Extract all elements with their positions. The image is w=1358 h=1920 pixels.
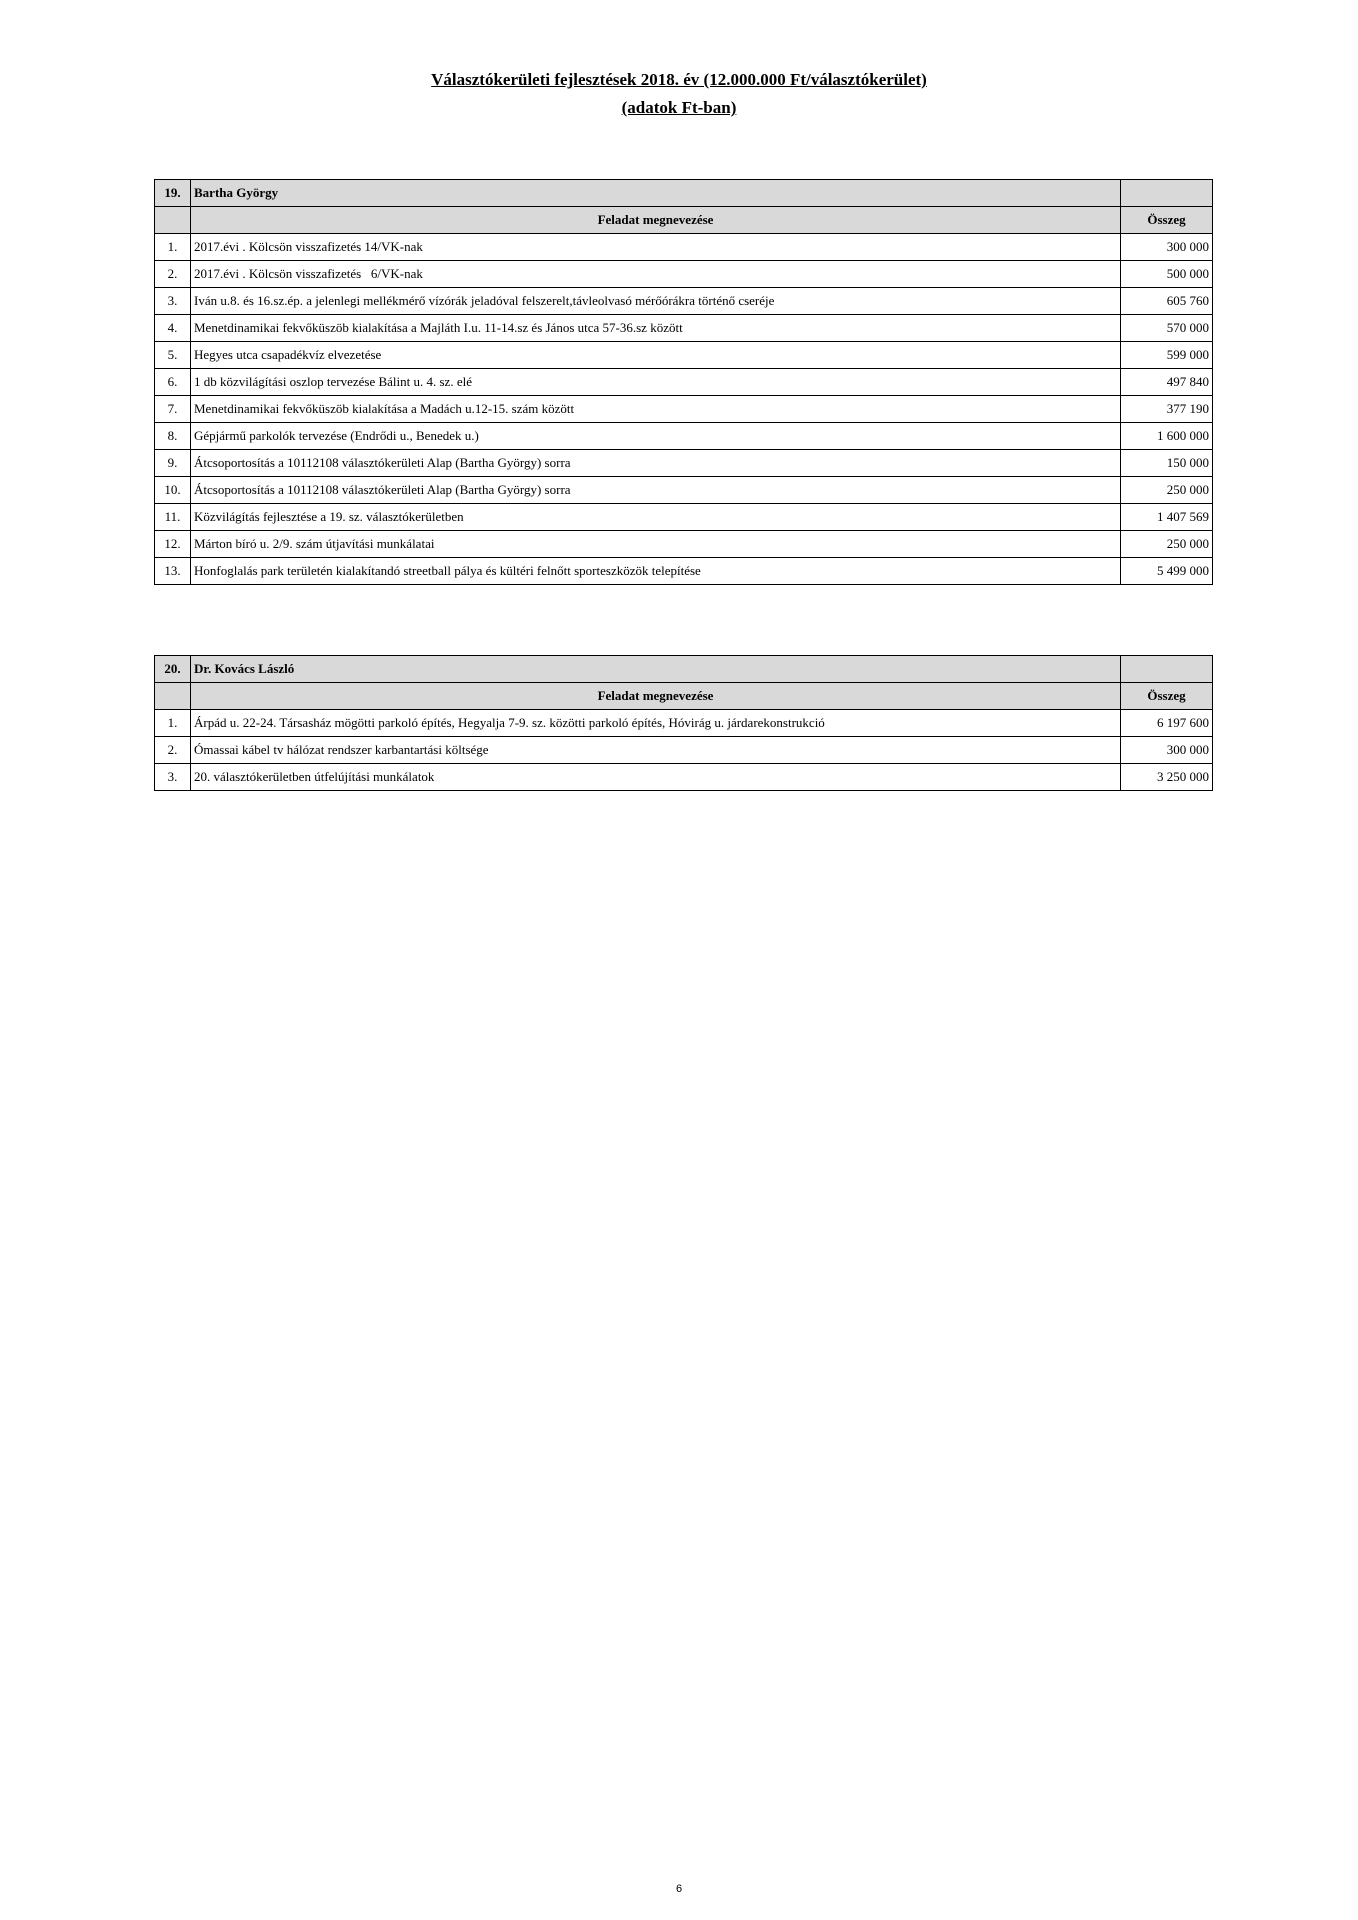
- district-header-row: [155, 180, 1213, 207]
- row-amount: 5 499 000: [1121, 558, 1213, 585]
- table-row: [155, 288, 1213, 315]
- row-amount: 3 250 000: [1121, 764, 1213, 791]
- district-header-row: [155, 656, 1213, 683]
- row-number: 3.: [155, 764, 191, 791]
- row-number: 1.: [155, 710, 191, 737]
- row-amount: 599 000: [1121, 342, 1213, 369]
- table-row: [155, 261, 1213, 288]
- column-header-row: [155, 207, 1213, 234]
- row-number: 9.: [155, 450, 191, 477]
- page-number: 6: [675, 1883, 683, 1895]
- district-table-19: [154, 179, 1213, 585]
- table-row: [155, 423, 1213, 450]
- table-row: [155, 342, 1213, 369]
- row-amount: 500 000: [1121, 261, 1213, 288]
- row-number: 6.: [155, 369, 191, 396]
- column-header-task: Feladat megnevezése: [191, 207, 1121, 234]
- row-task: Menetdinamikai fekvőküszöb kialakítása a Madách u.12-15. szám között: [191, 396, 1121, 423]
- table-row: [155, 504, 1213, 531]
- row-task: Iván u.8. és 16.sz.ép. a jelenlegi mellékmérő vízórák jeladóval felszerelt,távleolvasó mérőórákra történő cseréje: [191, 288, 1121, 315]
- row-task: Közvilágítás fejlesztése a 19. sz. választókerületben: [191, 504, 1121, 531]
- row-task: 1 db közvilágítási oszlop tervezése Bálint u. 4. sz. elé: [191, 369, 1121, 396]
- row-task: Honfoglalás park területén kialakítandó streetball pálya és kültéri felnőtt sporteszközök telepítése: [191, 558, 1121, 585]
- row-task: 20. választókerületben útfelújítási munkálatok: [191, 764, 1121, 791]
- page-title: Választókerületi fejlesztések 2018. év (12.000.000 Ft/választókerület): [431, 70, 927, 89]
- row-amount: 1 600 000: [1121, 423, 1213, 450]
- table-row: [155, 450, 1213, 477]
- row-task: Márton bíró u. 2/9. szám útjavítási munkálatai: [191, 531, 1121, 558]
- row-number: 8.: [155, 423, 191, 450]
- column-header-empty: [155, 683, 191, 710]
- district-header-empty: [1121, 656, 1213, 683]
- row-number: 4.: [155, 315, 191, 342]
- table-row: [155, 396, 1213, 423]
- district-table-20: [154, 655, 1213, 791]
- row-number: 2.: [155, 737, 191, 764]
- row-task: Árpád u. 22-24. Társasház mögötti parkoló építés, Hegyalja 7-9. sz. közötti parkoló építés, Hóvirág u. járdarekonstrukció: [191, 710, 1121, 737]
- column-header-empty: [155, 207, 191, 234]
- row-number: 11.: [155, 504, 191, 531]
- table-row: [155, 234, 1213, 261]
- district-header-empty: [1121, 180, 1213, 207]
- row-number: 5.: [155, 342, 191, 369]
- row-task: 2017.évi . Kölcsön visszafizetés 6/VK-nak: [191, 261, 1121, 288]
- district-number: 19.: [155, 180, 191, 207]
- row-amount: 6 197 600: [1121, 710, 1213, 737]
- table-row: [155, 477, 1213, 504]
- table-row: [155, 764, 1213, 791]
- row-task: Gépjármű parkolók tervezése (Endrődi u., Benedek u.): [191, 423, 1121, 450]
- table-row: [155, 315, 1213, 342]
- row-amount: 300 000: [1121, 234, 1213, 261]
- row-amount: 300 000: [1121, 737, 1213, 764]
- row-amount: 570 000: [1121, 315, 1213, 342]
- row-number: 7.: [155, 396, 191, 423]
- column-header-row: [155, 683, 1213, 710]
- district-representative: Dr. Kovács László: [191, 656, 1121, 683]
- row-amount: 250 000: [1121, 477, 1213, 504]
- row-number: 1.: [155, 234, 191, 261]
- row-number: 12.: [155, 531, 191, 558]
- table-row: [155, 558, 1213, 585]
- row-number: 2.: [155, 261, 191, 288]
- district-representative: Bartha György: [191, 180, 1121, 207]
- row-task: Hegyes utca csapadékvíz elvezetése: [191, 342, 1121, 369]
- column-header-amount: Összeg: [1121, 207, 1213, 234]
- table-row: [155, 710, 1213, 737]
- row-amount: 377 190: [1121, 396, 1213, 423]
- row-number: 10.: [155, 477, 191, 504]
- row-amount: 605 760: [1121, 288, 1213, 315]
- row-task: 2017.évi . Kölcsön visszafizetés 14/VK-nak: [191, 234, 1121, 261]
- row-amount: 1 407 569: [1121, 504, 1213, 531]
- row-task: Ómassai kábel tv hálózat rendszer karbantartási költsége: [191, 737, 1121, 764]
- column-header-amount: Összeg: [1121, 683, 1213, 710]
- row-task: Átcsoportosítás a 10112108 választókerületi Alap (Bartha György) sorra: [191, 477, 1121, 504]
- row-task: Menetdinamikai fekvőküszöb kialakítása a Majláth I.u. 11-14.sz és János utca 57-36.sz között: [191, 315, 1121, 342]
- table-row: [155, 369, 1213, 396]
- row-amount: 497 840: [1121, 369, 1213, 396]
- column-header-task: Feladat megnevezése: [191, 683, 1121, 710]
- row-amount: 250 000: [1121, 531, 1213, 558]
- page-subtitle: (adatok Ft-ban): [621, 98, 737, 117]
- district-number: 20.: [155, 656, 191, 683]
- table-row: [155, 737, 1213, 764]
- table-row: [155, 531, 1213, 558]
- row-amount: 150 000: [1121, 450, 1213, 477]
- row-task: Átcsoportosítás a 10112108 választókerületi Alap (Bartha György) sorra: [191, 450, 1121, 477]
- row-number: 13.: [155, 558, 191, 585]
- row-number: 3.: [155, 288, 191, 315]
